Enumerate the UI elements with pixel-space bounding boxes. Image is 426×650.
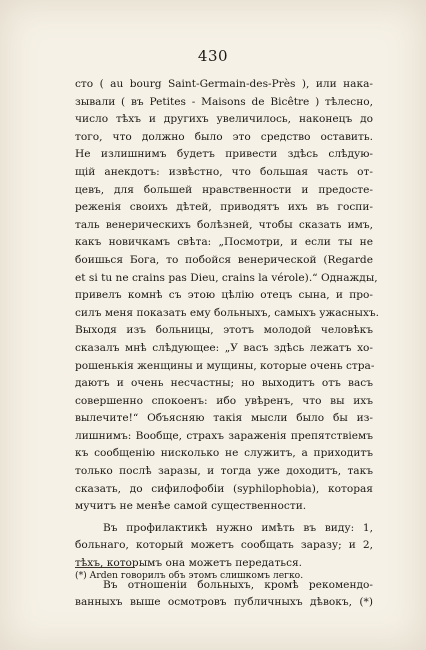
text-line: больнаго, который можетъ сообщать заразу; и 2, [75, 539, 373, 552]
text-line: сказалъ мнѣ слѣдующее: „У васъ здѣсь лежатъ хо- [75, 341, 373, 354]
text-line: сто ( au bourg Saint-Germain-des-Près ), или нака- [75, 78, 373, 90]
text-line: даютъ и очень несчастны; но выходитъ отъ васъ [75, 377, 373, 390]
text-line: число тѣхъ и другихъ увеличилось, наконецъ до [75, 113, 373, 126]
text-line: какъ новичкамъ свѣта: „Посмотри, и если ты не [75, 236, 373, 249]
text-line: цевъ, для большей нравственности и предосте- [75, 183, 373, 196]
page-number: 430 [197, 47, 229, 65]
text-line: Выходя изъ больницы, этотъ молодой человѣкъ [75, 324, 373, 337]
text-line: совершенно спокоенъ: ибо увѣренъ, что вы ихъ [75, 394, 373, 407]
text-line: рошенькія женщины и мущины, которые очень стра- [75, 359, 375, 372]
text-line: щій анекдотъ: извѣстно, что большая часть от- [75, 165, 373, 178]
text-line: силъ меня показать ему больныхъ, самыхъ ужасныхъ. [75, 306, 380, 319]
text-line: сказать, до сифилофобіи (syphilophobia), которая [75, 482, 373, 495]
footnote-divider [75, 567, 135, 568]
text-line: боишься Бога, то побойся венерической (Regarde [75, 253, 373, 266]
text-line: таль венерическихъ болѣзней, чтобы сказать имъ, [75, 218, 373, 231]
text-line: къ сообщенію нисколько не служитъ, а приходитъ [75, 447, 373, 460]
text-line: Не излишнимъ будетъ привести здѣсь слѣдую- [75, 148, 373, 161]
footnote: (*) Arden говорилъ объ этомъ слишкомъ легко. [75, 570, 304, 581]
text-line: зывали ( въ Petites - Maisons de Bicêtre ) тѣлесно, [75, 95, 373, 108]
text-line: et si tu ne crains pas Dieu, crains la vérole).“ Однажды, [75, 271, 378, 284]
text-line: вылечите!“ Объясняю такія мысли было бы из- [75, 412, 373, 425]
text-line: реженія своихъ дѣтей, приводятъ ихъ въ госпи- [75, 201, 373, 214]
text-line: Въ профилактикѣ нужно имѣть въ виду: 1, [103, 521, 373, 534]
text-line: только послѣ заразы, и тогда уже доходитъ, такъ [75, 465, 373, 478]
text-line: привелъ комнѣ съ этою цѣлію отецъ сына, и про- [75, 289, 373, 302]
text-line: мучитъ не менѣе самой существенности. [75, 500, 307, 513]
text-line: ванныхъ выше осмотровъ публичныхъ дѣвокъ, (*) [75, 596, 373, 609]
text-line: того, что должно было это средство оставить. [75, 130, 373, 143]
body-text [75, 76, 380, 612]
text-line: тѣхъ, которымъ она можетъ передаться. [75, 557, 303, 570]
text-line: лишнимъ: Вообще, страхъ зараженія препятствіемъ [75, 429, 373, 442]
text-line: Въ отношеніи больныхъ, кромѣ рекомендо- [103, 578, 373, 591]
